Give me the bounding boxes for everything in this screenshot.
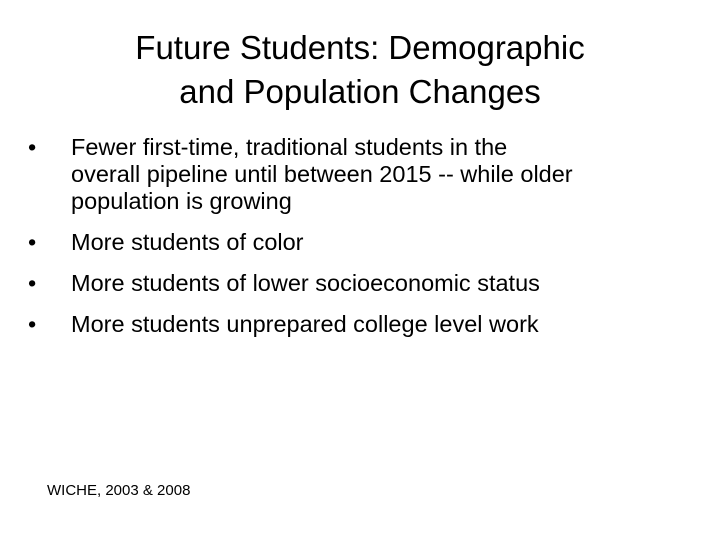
- bullet-text: [71, 270, 678, 297]
- bullet-dot-icon: •: [28, 134, 37, 160]
- bullet-text: [71, 229, 678, 256]
- bullet-dot-icon: •: [28, 311, 37, 337]
- bullet-text-line: overall pipeline until between 2015 -- while older: [71, 161, 573, 187]
- bullet-list: [28, 134, 678, 352]
- bullet-item-fewer-first-time-students: [28, 134, 678, 215]
- slide-title-line-1: Future Students: Demographic: [135, 29, 585, 66]
- bullet-text-line: More students of color: [71, 229, 304, 255]
- bullet-text: [71, 311, 678, 338]
- bullet-text: [71, 134, 678, 215]
- bullet-text-line: population is growing: [71, 188, 292, 214]
- slide-title-line-2: and Population Changes: [179, 73, 541, 110]
- bullet-dot-icon: •: [28, 229, 37, 255]
- bullet-text-line: More students of lower socioeconomic status: [71, 270, 540, 296]
- bullet-item-lower-socioeconomic-status: [28, 270, 678, 297]
- source-citation: WICHE, 2003 & 2008: [47, 482, 191, 499]
- bullet-text-line: Fewer first-time, traditional students in the: [71, 134, 508, 160]
- bullet-dot-icon: •: [28, 270, 37, 296]
- bullet-item-unprepared-students: [28, 311, 678, 338]
- slide-title: [40, 26, 680, 114]
- bullet-item-students-of-color: [28, 229, 678, 256]
- bullet-text-line: More students unprepared college level work: [71, 311, 539, 337]
